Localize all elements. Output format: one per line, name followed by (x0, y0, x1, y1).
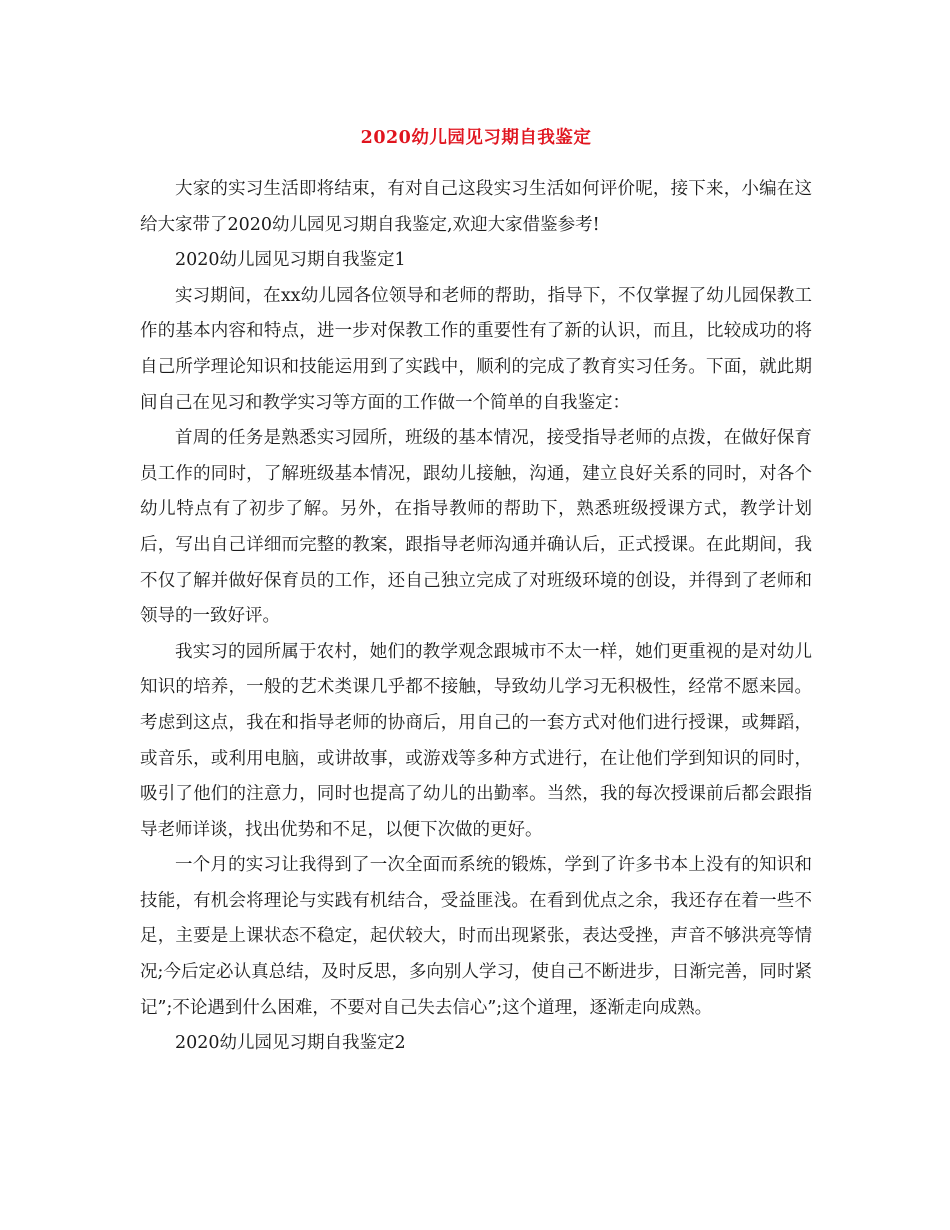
body-paragraph: 我实习的园所属于农村，她们的教学观念跟城市不太一样，她们更重视的是对幼儿知识的培养，一般的艺术类课几乎都不接触，导致幼儿学习无积极性，经常不愿来园。考虑到这点，我在和指导老师的协商后，用自己的一套方式对他们进行授课，或舞蹈，或音乐，或利用电脑，或讲故事，或游戏等多种方式进行，在让他们学到知识的同时，吸引了他们的注意力，同时也提高了幼儿的出勤率。当然，我的每次授课前后都会跟指导老师详谈，找出优势和不足，以便下次做的更好。 (140, 641, 812, 840)
section-heading-1: 2020幼儿园见习期自我鉴定1 (175, 250, 406, 271)
intro-paragraph: 大家的实习生活即将结束，有对自己这段实习生活如何评价呢，接下来，小编在这给大家带了2020幼儿园见习期自我鉴定,欢迎大家借鉴参考! (140, 179, 812, 235)
document-title: 2020幼儿园见习期自我鉴定 (360, 128, 592, 148)
body-paragraph: 实习期间，在xx幼儿园各位领导和老师的帮助，指导下，不仅掌握了幼儿园保教工作的基本内容和特点，进一步对保教工作的重要性有了新的认识，而且，比较成功的将自己所学理论知识和技能运用到了实践中，顺利的完成了教育实习任务。下面，就此期间自己在见习和教学实习等方面的工作做一个简单的自我鉴定： (140, 285, 812, 413)
body-paragraph: 一个月的实习让我得到了一次全面而系统的锻炼，学到了许多书本上没有的知识和技能，有机会将理论与实践有机结合，受益匪浅。在看到优点之余，我还存在着一些不足，主要是上课状态不稳定，起伏较大，时而出现紧张，表达受挫，声音不够洪亮等情况;今后定必认真总结，及时反思，多向别人学习，使自己不断进步，日渐完善，同时紧记”;不论遇到什么困难，不要对自己失去信心”;这个道理，逐渐走向成熟。 (140, 855, 812, 1018)
body-paragraph: 首周的任务是熟悉实习园所，班级的基本情况，接受指导老师的点拨，在做好保育员工作的同时，了解班级基本情况，跟幼儿接触，沟通，建立良好关系的同时，对各个幼儿特点有了初步了解。另外，在指导教师的帮助下，熟悉班级授课方式，教学计划后，写出自己详细而完整的教案，跟指导老师沟通并确认后，正式授课。在此期间，我不仅了解并做好保育员的工作，还自己独立完成了对班级环境的创设，并得到了老师和领导的一致好评。 (140, 428, 812, 627)
document-page (140, 118, 812, 1062)
section-heading-2: 2020幼儿园见习期自我鉴定2 (175, 1033, 406, 1054)
